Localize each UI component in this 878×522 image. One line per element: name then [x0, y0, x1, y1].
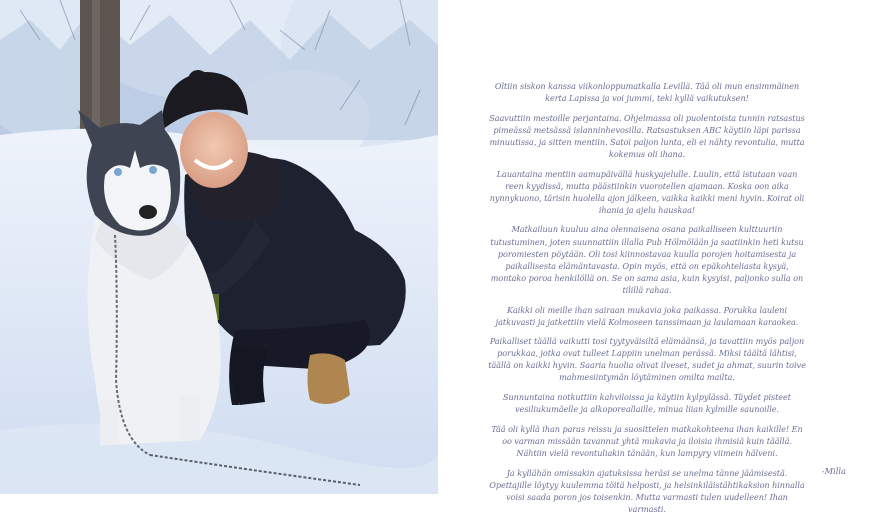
photo-woman-with-husky [0, 0, 438, 494]
story-paragraph: Oltiin siskon kanssa viikonloppumatkalla Levillä. Tää oli mun ensimmäinen kerta Lapissa ja voi jummi, teki kyllä vaikutuksen! [494, 81, 800, 104]
story-paragraph: Paikalliset täällä vaikutti tosi tyytyväisiltä elämäänsä, ja tavattiin myös paljon porukkaa, jotka ovat tulleet Lappiin unelman perässä. Miksi täältä lähtisi, täällä on kaikki hyvin. Saaria huolia olivat ilveset, sudet ja ahmat, suurin toive mahmesiintymän löytäminen omilta mailta. [488, 336, 806, 383]
signature: -Milla [821, 466, 846, 476]
story-paragraph: Matkailuun kuuluu aina olennaisena osana paikalliseen kulttuuriin tutustuminen, joten suunnattiin illalla Pub Hölmölään ja saatiinkin heti kutsu poromiesten pöytään. Oli tosi kiinnostavaa kuulla porojen hoitamisesta ja paikallisesta elämäntavasta. Opin myös, että on epäkohteliasta kysyä, montako poroa henkilöllä on. Se on sama asia, kuin kysyisi, paljonko sulla on tilillä rahaa. [490, 224, 804, 295]
face [180, 112, 248, 188]
story-paragraph: Saavuttiin mestoille perjantaina. Ohjelmassa oli puolentoista tunnin ratsastus pimeässä metsässä islanninhevosilla. Ratsastuksen ABC käytiin läpi parissa minuutissa, ja sitten mentiin. Satoi paljon lunta, eli ei nähty revontulia, mutta kokemus oli ihana. [489, 112, 805, 159]
story-paragraph: Sunnuntaina notkuttiin kahviloissa ja käytiin kylpylässä. Täydet pisteet vesiliukumäelle ja alkoporeallaille, minua liian kylmille saunoille. [503, 392, 791, 415]
story-paragraph: Ja kyllähän omissakin ajatuksissa heräsi se unelma tänne jäämisestä. Opettajille löytyy kuulemma töitä helposti, ja helsinkiläistähtikaksion hinnalla voisi saada poron jos toisenkin. Mutta varmasti tulen uudelleen! Ihan varmasti. [489, 467, 805, 514]
story-panel [440, 0, 878, 514]
boot [308, 353, 351, 404]
story-paragraph: Tää oli kyllä ihan paras reissu ja suosittelen matkakohteena ihan kaikille! En oo varman missään tavannut yhtä mukavia ja iloisia ihmisiä kuin täällä. Nähtiin vielä revontuliakin tänään, kun lampyry viimein hälveni. [491, 423, 803, 458]
story-paragraph: Kaikki oli meille ihan sairaan mukavia joka paikassa. Porukka lauleni jatkuvasti ja jatkettiin vielä Kolmoseen tanssimaan ja laulamaan karaokea. [495, 304, 799, 327]
story-paragraph: Lauantaina mentiin aamupäivällä huskyajelulle. Luulin, että istutaan vaan reen kyydissä, mutta päästiinkin vuorotellen ajamaan. Koska oon aika nynnykuono, tärisin huolella ajon jälkeen, vaikka kaikki meni hyvin. Koirat oli ihania ja ajelu hauskaa! [489, 168, 805, 215]
winter-photo-illustration [0, 0, 438, 494]
story-text [488, 80, 806, 522]
